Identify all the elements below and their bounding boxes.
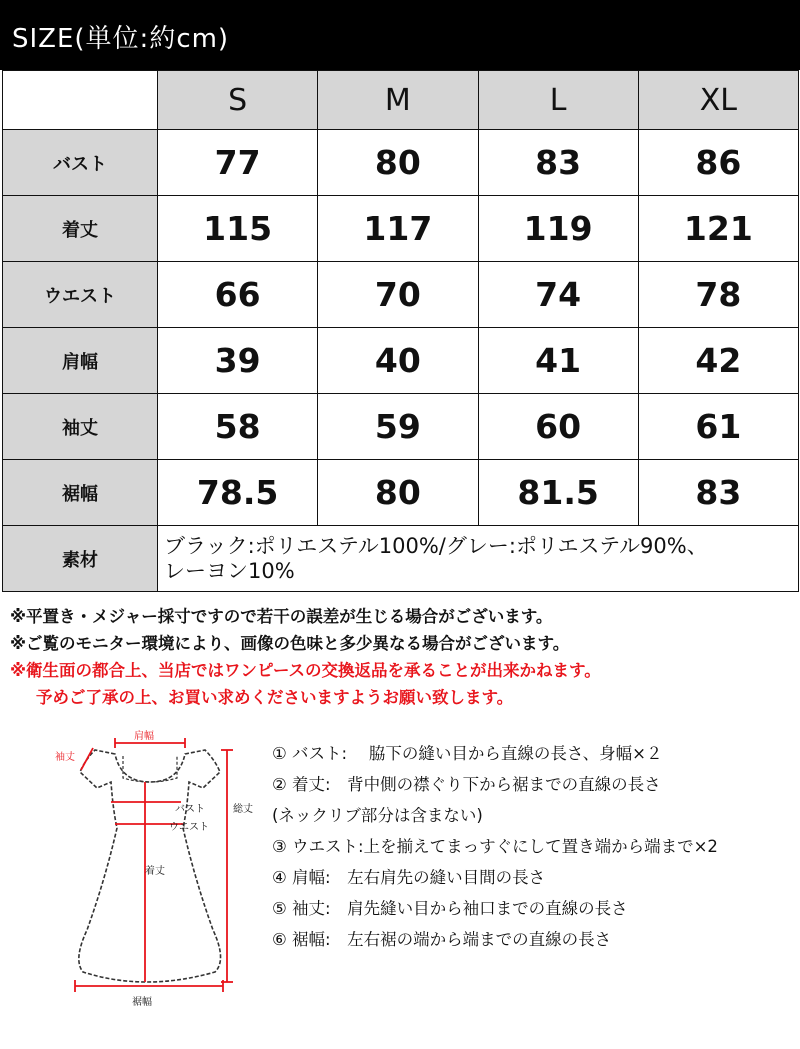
table-corner-cell (3, 71, 158, 130)
table-cell: 74 (478, 262, 638, 328)
diagram-label-hem: 裾幅 (132, 997, 152, 1008)
header-bar (0, 0, 800, 70)
table-cell: 60 (478, 394, 638, 460)
table-row (3, 328, 799, 394)
diagram-label-bust: バスト (175, 804, 205, 815)
table-cell: 58 (158, 394, 318, 460)
diagram-label-shoulder: 肩幅 (134, 731, 154, 742)
note-measurement-error: ※平置き・メジャー採寸ですので若干の誤差が生じる場合がございます。 (10, 607, 553, 626)
table-cell: 80 (318, 460, 478, 526)
material-text (158, 526, 799, 592)
note-no-returns: ※衛生面の都合上、当店ではワンピースの交換返品を承ることが出来かねます。 (10, 661, 601, 680)
note-monitor-color: ※ご覧のモニター環境により、画像の色味と多少異なる場合がございます。 (10, 634, 570, 653)
measure-hem: ⑥ 裾幅: 左右裾の端から端までの直線の長さ (272, 930, 612, 949)
table-cell: 78.5 (158, 460, 318, 526)
size-table (2, 70, 799, 592)
page-title: SIZE(単位:約cm) (12, 24, 230, 54)
row-label-length: 着丈 (3, 196, 158, 262)
material-line-1: ブラック:ポリエステル100%/グレー:ポリエステル90%、 (164, 534, 708, 559)
size-header-xl: XL (638, 71, 798, 130)
size-header-l: L (478, 71, 638, 130)
diagram-label-sleeve: 袖丈 (55, 752, 75, 763)
diagram-label-length: 着丈 (145, 866, 165, 877)
size-header-m: M (318, 71, 478, 130)
table-row (3, 394, 799, 460)
table-cell: 39 (158, 328, 318, 394)
row-label-shoulder: 肩幅 (3, 328, 158, 394)
table-cell: 41 (478, 328, 638, 394)
size-header-s: S (158, 71, 318, 130)
table-cell: 42 (638, 328, 798, 394)
measure-length: ② 着丈: 背中側の襟ぐり下から裾までの直線の長さ (272, 775, 661, 794)
table-cell: 77 (158, 130, 318, 196)
dress-diagram (45, 720, 260, 1010)
measurement-guide (272, 738, 792, 955)
size-header-row (3, 71, 799, 130)
table-cell: 80 (318, 130, 478, 196)
table-cell: 59 (318, 394, 478, 460)
diagram-label-waist: ウエスト (169, 822, 209, 833)
row-label-bust: バスト (3, 130, 158, 196)
table-cell: 119 (478, 196, 638, 262)
measure-bust: ① バスト: 脇下の縫い目から直線の長さ、身幅×２ (272, 744, 663, 763)
table-row (3, 262, 799, 328)
table-cell: 61 (638, 394, 798, 460)
table-cell: 70 (318, 262, 478, 328)
table-cell: 117 (318, 196, 478, 262)
row-label-sleeve: 袖丈 (3, 394, 158, 460)
measure-length-note: (ネックリブ部分は含まない) (272, 806, 483, 825)
row-label-hem: 裾幅 (3, 460, 158, 526)
table-cell: 121 (638, 196, 798, 262)
table-cell: 40 (318, 328, 478, 394)
table-cell: 78 (638, 262, 798, 328)
row-label-material: 素材 (3, 526, 158, 592)
measure-sleeve: ⑤ 袖丈: 肩先縫い目から袖口までの直線の長さ (272, 899, 628, 918)
table-cell: 83 (478, 130, 638, 196)
row-label-waist: ウエスト (3, 262, 158, 328)
notes (10, 603, 790, 711)
table-row (3, 460, 799, 526)
measure-waist: ③ ウエスト:上を揃えてまっすぐにして置き端から端まで×2 (272, 837, 718, 856)
table-cell: 83 (638, 460, 798, 526)
diagram-label-total-length: 総丈 (233, 804, 253, 815)
material-row (3, 526, 799, 592)
table-cell: 86 (638, 130, 798, 196)
table-cell: 115 (158, 196, 318, 262)
table-cell: 81.5 (478, 460, 638, 526)
table-row (3, 196, 799, 262)
note-acknowledgement: 予めご了承の上、お買い求めくださいますようお願い致します。 (36, 688, 514, 707)
table-cell: 66 (158, 262, 318, 328)
material-line-2: レーヨン10% (164, 558, 295, 583)
measure-shoulder: ④ 肩幅: 左右肩先の縫い目間の長さ (272, 868, 546, 887)
table-row (3, 130, 799, 196)
